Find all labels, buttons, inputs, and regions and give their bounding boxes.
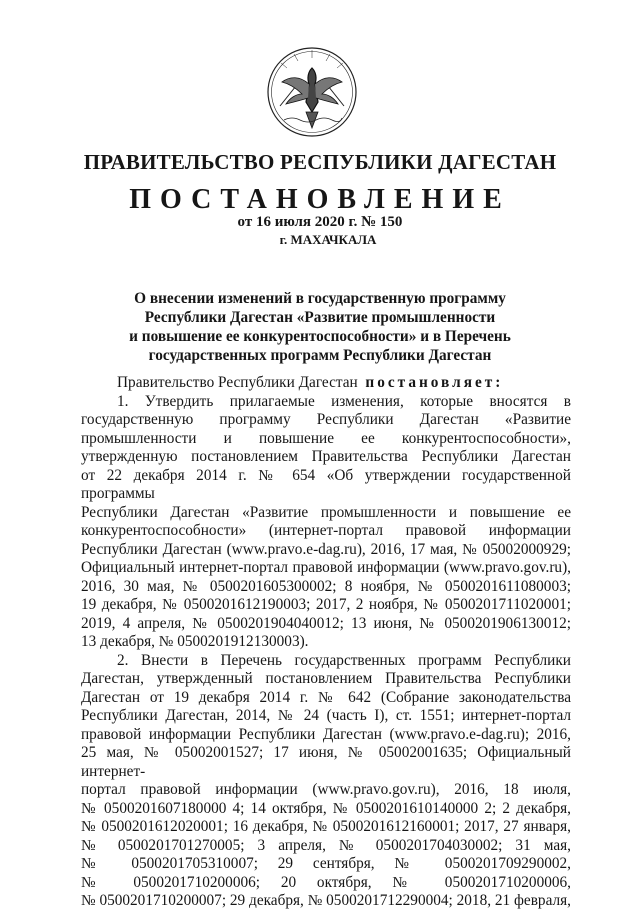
subject-line: и повышение ее конкурентоспособности» и в Перечень	[129, 328, 511, 345]
decree-date-number: от 16 июля 2020 г. № 150	[237, 214, 403, 230]
body-line: Дагестан от 19 декабря 2014 г. № 642 (Собрание законодательства	[81, 688, 571, 706]
body-line: № 0500201710200006; 20 октября, № 0500201710200006,	[81, 873, 571, 891]
decree-body	[81, 374, 571, 911]
government-name: ПРАВИТЕЛЬСТВО РЕСПУБЛИКИ ДАГЕСТАН	[83, 150, 557, 174]
body-line: № 0500201701270005; 3 апреля, № 0500201704030002; 31 мая,	[81, 836, 571, 854]
body-line: портал правовой информации (www.pravo.gov.ru), 2016, 18 июля,	[81, 781, 571, 798]
body-line: конкурентоспособности» (интернет-портал правовой информации	[81, 522, 571, 539]
body-line: 2019, 4 апреля, № 0500201904040012; 13 июня, № 0500201906130012;	[81, 614, 571, 632]
decree-city: г. МАХАЧКАЛА	[279, 232, 377, 247]
body-line: утвержденную постановлением Правительства Республики Дагестан	[81, 448, 571, 465]
body-line: 13 декабря, № 0500201912130003).	[81, 633, 309, 650]
body-line: Республики Дагестан (www.pravo.e-dag.ru), 2016, 17 мая, № 05002000929;	[81, 540, 571, 558]
body-line: № 0500201612020001; 16 декабря, № 0500201612160001; 2017, 27 января,	[81, 818, 571, 835]
subject-line: О внесении изменений в государственную программу	[134, 290, 506, 307]
document-type-title: ПОСТАНОВЛЕНИЕ	[129, 184, 511, 215]
body-line: правовой информации Республики Дагестан (www.pravo.e-dag.ru); 2016,	[81, 725, 571, 743]
body-line: Официальный интернет-портал правовой информации (www.pravo.gov.ru),	[81, 559, 571, 576]
body-line: государственную программу Республики Дагестан «Развитие	[81, 411, 571, 428]
body-line: 25 мая, № 05002001527; 17 июня, № 05002001635; Официальный интернет-	[81, 744, 571, 780]
body-line: Дагестан, утвержденный постановлением Правительства Республики	[81, 670, 571, 687]
body-line: № 0500201607180000 4; 14 октября, № 0500201610140000 2; 2 декабря,	[81, 799, 571, 817]
body-line: № 0500201710200007; 29 декабря, № 0500201712290004; 2018, 21 февраля,	[81, 892, 571, 909]
body-line: № 0500201705310007; 29 сентября, № 0500201709290002,	[81, 855, 571, 872]
preamble-line	[81, 374, 571, 393]
preamble-text: Правительство Республики Дагестан	[117, 374, 358, 391]
body-line: 19 декабря, № 0500201612190003; 2017, 2 ноября, № 0500201711020001;	[81, 596, 571, 613]
body-line: 2016, 30 мая, № 0500201605300002; 8 ноября, № 0500201611080003;	[81, 577, 571, 595]
body-line: 1. Утвердить прилагаемые изменения, которые вносятся в	[117, 392, 571, 410]
subject-line: государственных программ Республики Дагестан	[148, 347, 492, 364]
body-line: от 22 декабря 2014 г. № 654 «Об утверждении государственной программы	[81, 466, 571, 502]
body-line: промышленности и повышение ее конкурентоспособности»,	[81, 429, 571, 447]
body-line: Республики Дагестан, 2014, № 24 (часть I), ст. 1551; интернет-портал	[81, 707, 571, 724]
decree-subject	[96, 289, 544, 365]
coat-of-arms-dagestan-icon	[262, 46, 362, 138]
preamble-verb: постановляет:	[365, 374, 504, 391]
subject-line: Республики Дагестан «Развитие промышленности	[144, 309, 496, 326]
body-line: 2. Внести в Перечень государственных программ Республики	[117, 651, 571, 669]
body-line: Республики Дагестан «Развитие промышленности и повышение ее	[81, 503, 571, 521]
